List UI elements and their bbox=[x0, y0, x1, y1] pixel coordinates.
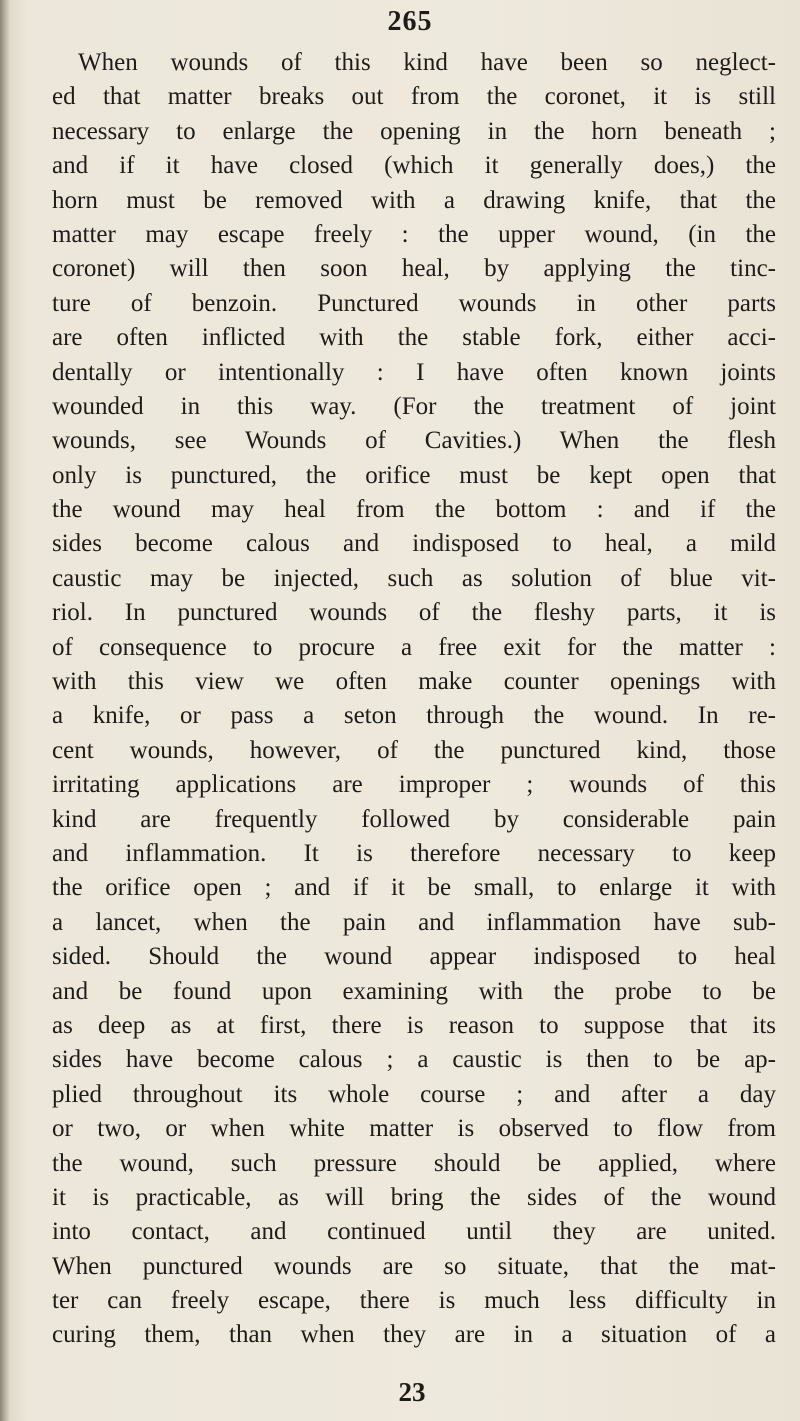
text-line: only is punctured, the orifice must be kept open that bbox=[52, 461, 776, 489]
text-line: into contact, and continued until they are united. bbox=[52, 1218, 776, 1246]
text-line: sides become calous and indisposed to heal, a mild bbox=[52, 530, 776, 558]
text-line: plied throughout its whole course ; and after a day bbox=[52, 1080, 776, 1108]
text-line: it is practicable, as will bring the sides of the wound bbox=[52, 1183, 776, 1211]
text-line: as deep as at first, there is reason to suppose that its bbox=[52, 1011, 776, 1039]
text-line: are often inflicted with the stable fork, either acci- bbox=[52, 324, 776, 352]
text-line: ter can freely escape, there is much less difficulty in bbox=[52, 1287, 776, 1315]
text-line: curing them, than when they are in a situation of a bbox=[52, 1321, 776, 1349]
text-line: the orifice open ; and if it be small, to enlarge it with bbox=[52, 874, 776, 902]
body-text bbox=[52, 46, 776, 1353]
text-line: horn must be removed with a drawing knife, that the bbox=[52, 186, 776, 214]
binding-edge bbox=[0, 0, 10, 1421]
text-line: wounds, see Wounds of Cavities.) When the flesh bbox=[52, 427, 776, 455]
text-line: When punctured wounds are so situate, that the mat- bbox=[52, 1252, 776, 1280]
text-line: a knife, or pass a seton through the wound. In re- bbox=[52, 702, 776, 730]
text-line: of consequence to procure a free exit for the matter : bbox=[52, 633, 776, 661]
text-line: necessary to enlarge the opening in the horn beneath ; bbox=[52, 117, 776, 145]
text-line: dentally or intentionally : I have often known joints bbox=[52, 358, 776, 386]
text-line: ed that matter breaks out from the coronet, it is still bbox=[52, 83, 776, 111]
text-line: and be found upon examining with the probe to be bbox=[52, 977, 776, 1005]
text-line: or two, or when white matter is observed to flow from bbox=[52, 1115, 776, 1143]
text-line: the wound, such pressure should be applied, where bbox=[52, 1149, 776, 1177]
text-line: sided. Should the wound appear indisposed to heal bbox=[52, 943, 776, 971]
text-line: wounded in this way. (For the treatment of joint bbox=[52, 392, 776, 420]
text-line: irritating applications are improper ; wounds of this bbox=[52, 771, 776, 799]
text-line: with this view we often make counter openings with bbox=[52, 668, 776, 696]
text-line: When wounds of this kind have been so neglect- bbox=[78, 49, 776, 76]
text-line: kind are frequently followed by considerable pain bbox=[52, 805, 776, 833]
text-line: ture of benzoin. Punctured wounds in other parts bbox=[52, 289, 776, 317]
text-line: cent wounds, however, of the punctured kind, those bbox=[52, 736, 776, 764]
text-line: caustic may be injected, such as solution of blue vit- bbox=[52, 564, 776, 592]
text-line: a lancet, when the pain and inflammation have sub- bbox=[52, 908, 776, 936]
text-line: matter may escape freely : the upper wound, (in the bbox=[52, 220, 776, 248]
signature-mark: 23 bbox=[398, 1377, 426, 1407]
text-line: and inflammation. It is therefore necessary to keep bbox=[52, 839, 776, 867]
text-line: coronet) will then soon heal, by applying the tinc- bbox=[52, 255, 776, 283]
text-line: and if it have closed (which it generally does,) the bbox=[52, 152, 776, 180]
text-line: sides have become calous ; a caustic is then to be ap- bbox=[52, 1046, 776, 1074]
page-number: 265 bbox=[387, 6, 433, 37]
text-line: riol. In punctured wounds of the fleshy parts, it is bbox=[52, 599, 776, 627]
text-line: the wound may heal from the bottom : and if the bbox=[52, 496, 776, 524]
